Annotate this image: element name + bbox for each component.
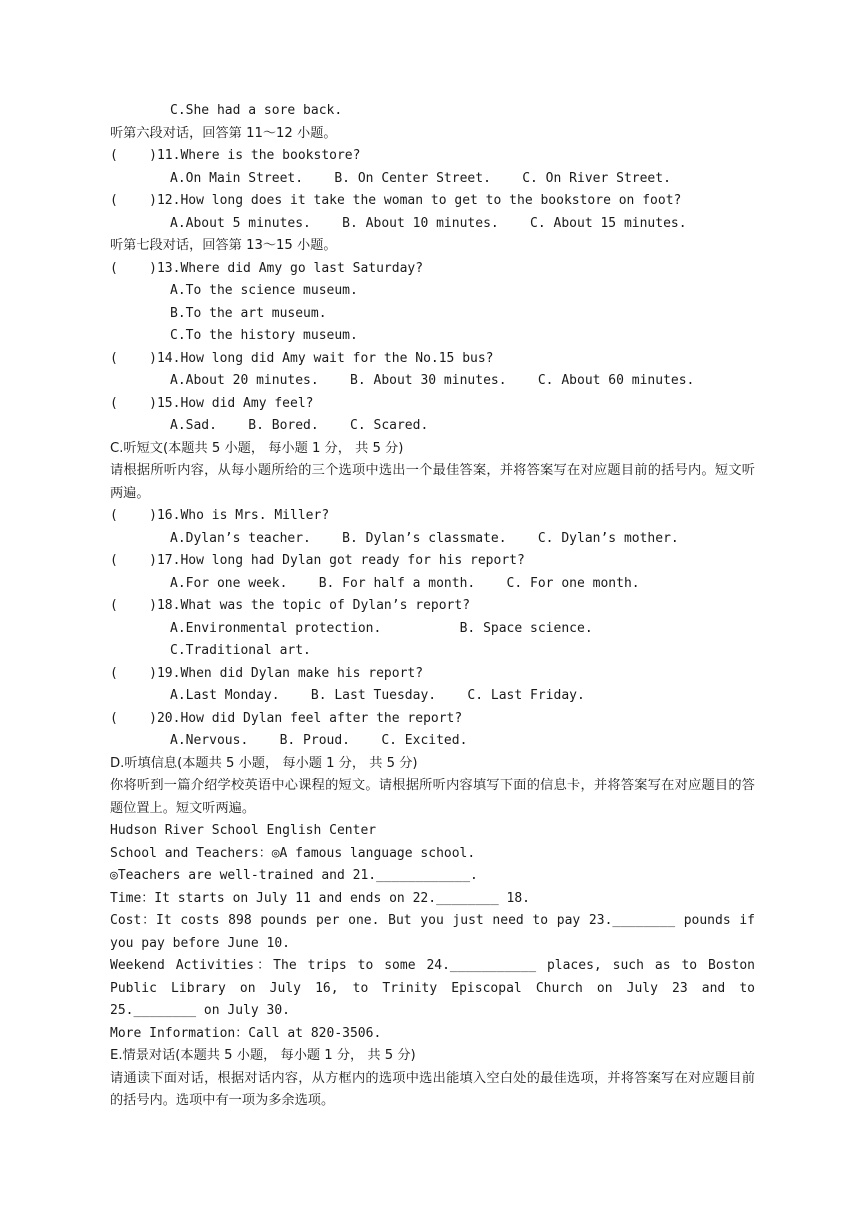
exam-page [110,100,755,1113]
info-card-time: Time：It starts on July 11 and ends on 22.________ 18. [110,890,530,906]
question-14: ( )14.How long did Amy wait for the No.15 bus? [110,350,494,366]
question-18-options-ab: A.Environmental protection. B. Space science. [170,620,593,636]
info-card-cost: Cost：It costs 898 pounds per one. But you just need to pay 23.________ pounds if you pay before June 10. [110,913,755,951]
q10-option-c: C.She had a sore back. [170,103,343,118]
question-13-option-b: B.To the art museum. [170,305,327,321]
section-c-heading: C.听短文(本题共 5 小题， 每小题 1 分， 共 5 分) [110,440,404,456]
question-19: ( )19.When did Dylan make his report? [110,665,424,681]
question-13-option-c: C.To the history museum. [170,328,358,343]
question-13: ( )13.Where did Amy go last Saturday? [110,260,424,276]
question-18-option-c: C.Traditional art. [170,643,311,658]
question-11-options: A.On Main Street. B. On Center Street. C. On River Street. [170,170,671,186]
question-16: ( )16.Who is Mrs. Miller? [110,508,330,523]
question-14-options: A.About 20 minutes. B. About 30 minutes. C. About 60 minutes. [170,373,695,388]
info-card-more: More Information：Call at 820-3506. [110,1025,382,1041]
section-e-description: 请通读下面对话，根据对话内容，从方框内的选项中选出能填入空白处的最佳选项，并将答案写在对应题目前的括号内。选项中有一项为多余选项。 [110,1070,755,1108]
part6-instruction: 听第六段对话，回答第 11～12 小题。 [110,125,337,141]
question-17-options: A.For one week. B. For half a month. C. For one month. [170,575,640,591]
question-18: ( )18.What was the topic of Dylan’s report? [110,598,471,613]
info-card-school: School and Teachers：◎A famous language school. [110,845,476,861]
question-16-options: A.Dylan’s teacher. B. Dylan’s classmate. C. Dylan’s mother. [170,530,679,546]
question-20-options: A.Nervous. B. Proud. C. Excited. [170,733,468,748]
question-15-options: A.Sad. B. Bored. C. Scared. [170,418,429,433]
info-card-title: Hudson River School English Center [110,823,377,838]
part7-instruction: 听第七段对话，回答第 13～15 小题。 [110,238,337,253]
section-d-heading: D.听填信息(本题共 5 小题， 每小题 1 分， 共 5 分) [110,755,418,771]
question-15: ( )15.How did Amy feel? [110,395,314,411]
question-12-options: A.About 5 minutes. B. About 10 minutes. C. About 15 minutes. [170,215,687,231]
question-11: ( )11.Where is the bookstore? [110,148,361,163]
section-d-description: 你将听到一篇介绍学校英语中心课程的短文。请根据所听内容填写下面的信息卡，并将答案写在对应题目的答题位置上。短文听两遍。 [110,778,755,816]
question-20: ( )20.How did Dylan feel after the report? [110,710,463,726]
info-card-teachers: ◎Teachers are well-trained and 21.____________. [110,868,478,883]
question-12: ( )12.How long does it take the woman to get to the bookstore on foot? [110,193,682,208]
question-17: ( )17.How long had Dylan got ready for his report? [110,553,525,568]
info-card-weekend: Weekend Activities：The trips to some 24.___________ places, such as to Boston Public Library on July 16, to Trinity Episcopal Church on July 23 and to 25.________ on July 30. [110,958,755,1018]
section-e-heading: E.情景对话(本题共 5 小题， 每小题 1 分， 共 5 分) [110,1048,416,1063]
section-c-description: 请根据所听内容，从每小题所给的三个选项中选出一个最佳答案，并将答案写在对应题目前的括号内。短文听两遍。 [110,463,755,501]
question-13-option-a: A.To the science museum. [170,283,358,298]
question-19-options: A.Last Monday. B. Last Tuesday. C. Last Friday. [170,688,585,703]
